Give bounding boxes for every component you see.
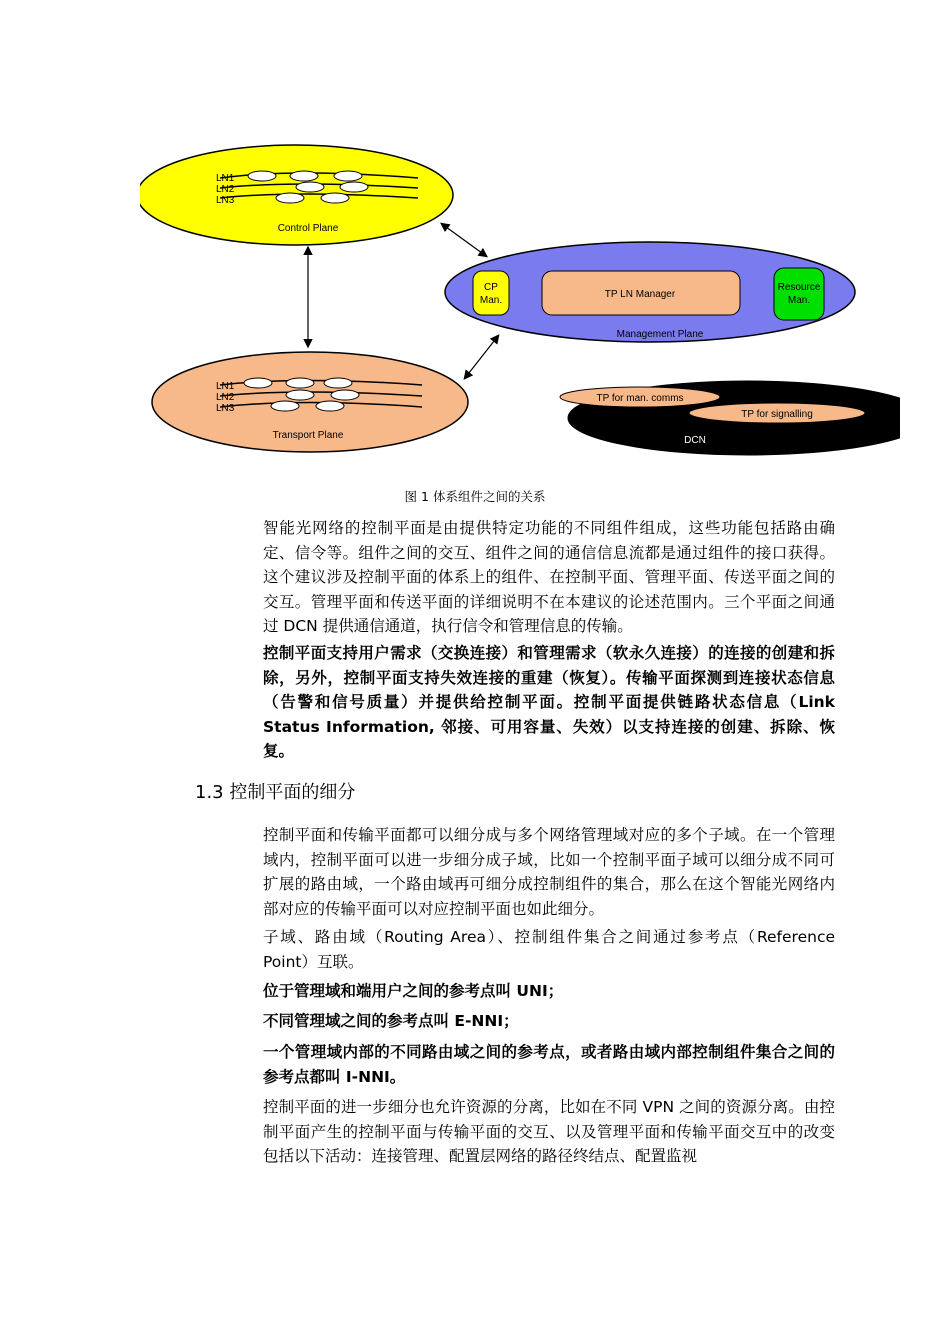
transport-ln2-label: LN2	[216, 392, 235, 403]
paragraph-6: 不同管理域之间的参考点叫 E-NNI；	[263, 1012, 519, 1030]
control-plane	[140, 145, 453, 245]
dcn-label: DCN	[684, 435, 706, 446]
tp-man-comms-label: TP for man. comms	[596, 393, 684, 404]
tp-ln-manager-label: TP LN Manager	[604, 289, 676, 300]
cp-man-label-1: CP	[484, 282, 498, 293]
control-ln2-label: LN2	[216, 184, 235, 195]
resource-man-label-1: Resource	[777, 282, 821, 293]
paragraph-7: 一个管理域内部的不同路由域之间的参考点，或者路由域内部控制组件集合之间的参考点都叫 I-NNI。	[263, 1043, 835, 1086]
paragraph-8: 控制平面的进一步细分也允许资源的分离，比如在不同 VPN 之间的资源分离。由控制平面产生的控制平面与传输平面的交互、以及管理平面和传输平面交互中的改变包括以下活动：连接管理、配置层网络的路径终结点、配置监视	[263, 1098, 835, 1165]
paragraph-2: 控制平面支持用户需求（交换连接）和管理需求（软永久连接）的连接的创建和拆除，另外，控制平面支持失效连接的重建（恢复）。传输平面探测到连接状态信息（告警和信号质量）并提供给控制平面。控制平面提供链路状态信息（Link Status Information, 邻接、可用容量、失效）以支持连接的创建、拆除、恢复。	[263, 644, 835, 760]
cp-man-label-2: Man.	[479, 295, 503, 306]
paragraph-1: 智能光网络的控制平面是由提供特定功能的不同组件组成，这些功能包括路由确定、信令等。组件之间的交互、组件之间的通信信息流都是通过组件的接口获得。这个建议涉及控制平面的体系上的组件、在控制平面、管理平面、传送平面之间的交互。管理平面和传送平面的详细说明不在本建议的论述范围内。三个平面之间通过 DCN 提供通信通道，执行信令和管理信息的传输。	[263, 519, 835, 635]
transport-plane-label: Transport Plane	[272, 430, 344, 441]
transport-plane	[152, 352, 468, 452]
figure-caption: 图 1 体系组件之间的关系	[404, 489, 546, 504]
transport-ln1-label: LN1	[216, 381, 235, 392]
cp-man-box	[473, 271, 509, 315]
dcn-plane	[560, 381, 900, 455]
management-plane-label: Management Plane	[616, 329, 704, 340]
paragraph-5: 位于管理域和端用户之间的参考点叫 UNI；	[263, 982, 564, 1000]
architecture-diagram	[140, 140, 900, 460]
paragraph-3: 控制平面和传输平面都可以细分成与多个网络管理域对应的多个子域。在一个管理域内，控制平面可以进一步细分成子域，比如一个控制平面子域可以细分成不同可扩展的路由域，一个路由域再可细分成控制组件的集合，那么在这个智能光网络内部对应的传输平面可以对应控制平面也如此细分。	[263, 826, 835, 918]
section-heading: 1.3 控制平面的细分	[195, 782, 356, 803]
management-plane	[445, 242, 855, 342]
resource-man-box	[774, 268, 824, 320]
paragraph-4: 子域、路由域（Routing Area）、控制组件集合之间通过参考点（Reference Point）互联。	[263, 928, 835, 971]
management-transport-arrow	[465, 336, 498, 378]
resource-man-label-2: Man.	[787, 295, 811, 306]
control-management-arrow	[442, 224, 486, 256]
tp-signalling-label: TP for signalling	[741, 409, 813, 420]
control-ln1-label: LN1	[216, 173, 235, 184]
transport-ln3-label: LN3	[216, 403, 235, 414]
control-ln3-label: LN3	[216, 195, 235, 206]
control-plane-label: Control Plane	[277, 223, 339, 234]
